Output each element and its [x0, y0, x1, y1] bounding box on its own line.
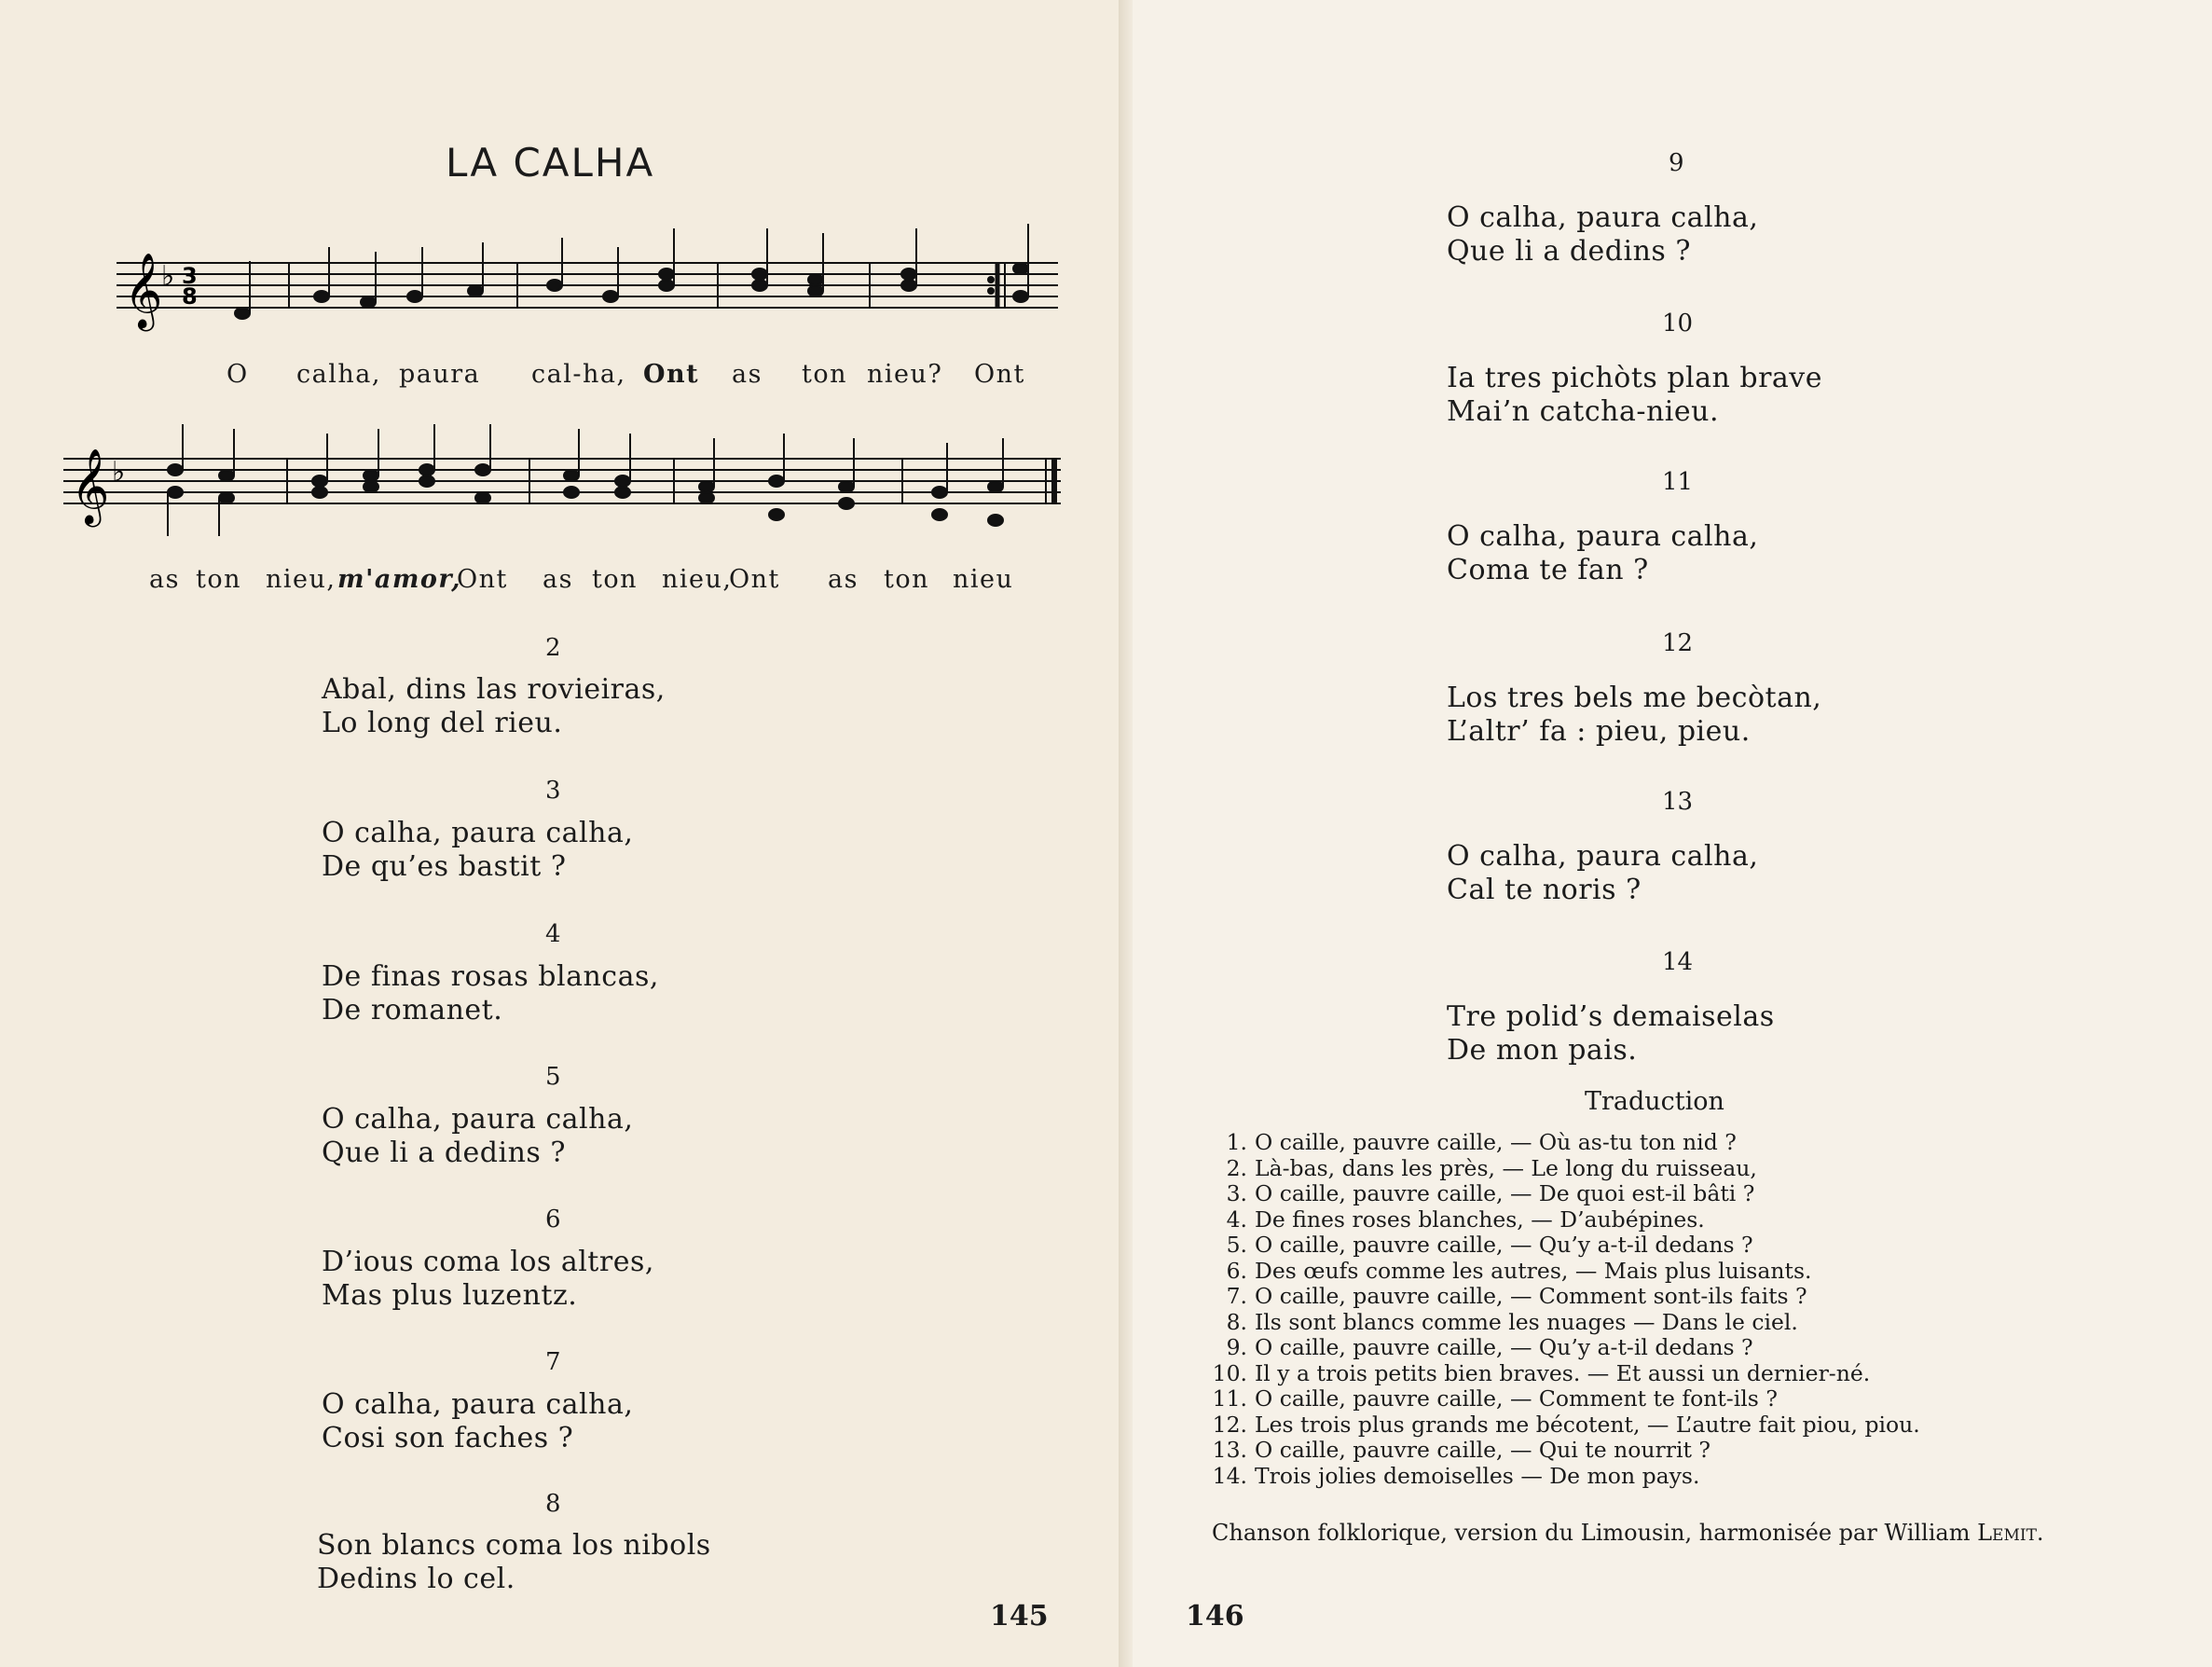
verse-number: 6: [545, 1205, 561, 1233]
translation-list: [1202, 1130, 1920, 1489]
verse-number: 10: [1662, 310, 1694, 338]
verse-number: 9: [1669, 149, 1684, 177]
verse-line: D’ious coma los altres,: [322, 1246, 654, 1278]
credit-end: .: [2036, 1520, 2044, 1546]
translation-number: 8.: [1226, 1308, 1247, 1335]
verse-7: [322, 1388, 633, 1455]
translation-number: 12.: [1212, 1411, 1247, 1438]
verse-line: Que li a dedins ?: [322, 1137, 566, 1169]
translation-number: 3.: [1226, 1180, 1247, 1206]
verse-number: 3: [545, 777, 561, 805]
lyric-syllable: cal-ha,: [531, 360, 626, 389]
translation-text: Des œufs comme les autres, — Mais plus luisants.: [1255, 1257, 1812, 1284]
lyric-syllable: as: [543, 565, 573, 594]
page-number-right: 146: [1186, 1600, 1244, 1633]
verse-number: 13: [1662, 788, 1694, 816]
lyric-syllable: ton: [196, 565, 241, 594]
translation-item: [1202, 1156, 1920, 1182]
verse-line: Que li a dedins ?: [1447, 235, 1691, 268]
verse-line: Mas plus luzentz.: [322, 1279, 578, 1312]
verse-line: O calha, paura calha,: [1447, 201, 1759, 234]
music-staff-1: [117, 224, 1063, 345]
translation-item: [1202, 1386, 1920, 1412]
lyric-syllable: as: [732, 360, 763, 389]
lyric-syllable: ton: [592, 565, 638, 594]
verse-10: [1447, 362, 1822, 429]
verse-6: [322, 1246, 654, 1313]
verse-line: Cal te noris ?: [1447, 874, 1642, 906]
translation-text: Trois jolies demoiselles — De mon pays.: [1255, 1462, 1700, 1489]
translation-number: 11.: [1212, 1385, 1247, 1412]
verse-line: Abal, dins las rovieiras,: [322, 673, 666, 706]
translation-number: 6.: [1226, 1257, 1247, 1284]
lyric-syllable: calha,: [296, 360, 381, 389]
translation-text: Ils sont blancs comme les nuages — Dans le ciel.: [1255, 1308, 1798, 1335]
lyric-syllable: as: [828, 565, 859, 594]
translation-number: 5.: [1226, 1232, 1247, 1258]
book-gutter: [1119, 0, 1133, 1667]
translation-text: O caille, pauvre caille, — Comment te font-ils ?: [1255, 1385, 1778, 1412]
translation-item: [1202, 1233, 1920, 1259]
translation-item: [1202, 1181, 1920, 1207]
verse-line: Lo long del rieu.: [322, 707, 563, 739]
song-title: LA CALHA: [446, 140, 655, 186]
svg-text:8: 8: [182, 283, 198, 310]
lyric-syllable: nieu,: [266, 565, 337, 594]
verse-13: [1447, 840, 1758, 907]
lyric-syllable: nieu?: [867, 360, 943, 389]
verse-line: De romanet.: [322, 994, 503, 1026]
lyric-syllable: m'amor,: [337, 565, 462, 594]
verse-number: 14: [1662, 948, 1694, 976]
svg-text:𝄞: 𝄞: [124, 252, 163, 328]
verse-number: 11: [1662, 468, 1694, 496]
svg-text:♭: ♭: [161, 260, 175, 293]
translation-item: [1202, 1310, 1920, 1336]
translation-text: O caille, pauvre caille, — Qu’y a-t-il dedans ?: [1255, 1334, 1753, 1360]
translation-text: O caille, pauvre caille, — Qui te nourrit ?: [1255, 1437, 1711, 1463]
verse-line: Coma te fan ?: [1447, 554, 1649, 586]
verse-14: [1447, 1000, 1775, 1068]
svg-text:3: 3: [182, 263, 198, 289]
verse-line: O calha, paura calha,: [322, 1103, 634, 1136]
verse-number: 8: [545, 1490, 561, 1518]
svg-text:♭: ♭: [112, 456, 126, 489]
lyric-syllable: nieu: [953, 565, 1014, 594]
verse-number: 12: [1662, 629, 1694, 657]
translation-text: O caille, pauvre caille, — Où as-tu ton nid ?: [1255, 1129, 1737, 1155]
lyrics-line-1: [0, 360, 1119, 393]
translation-item: [1202, 1130, 1920, 1156]
lyric-syllable: Ont: [729, 565, 780, 594]
translation-number: 9.: [1226, 1334, 1247, 1360]
lyric-syllable: ton: [884, 565, 929, 594]
translation-item: [1202, 1335, 1920, 1361]
verse-line: Los tres bels me becòtan,: [1447, 682, 1822, 714]
translation-text: De fines roses blanches, — D’aubépines.: [1255, 1205, 1705, 1233]
translation-item: [1202, 1207, 1920, 1233]
verse-4: [322, 960, 659, 1027]
verse-number: 5: [545, 1063, 561, 1091]
credit-text: Chanson folklorique, version du Limousin, harmonisée par William: [1212, 1520, 1978, 1546]
lyric-syllable: ton: [802, 360, 847, 389]
verse-line: Son blancs coma los nibols: [317, 1529, 711, 1562]
verse-line: Cosi son faches ?: [322, 1422, 574, 1454]
lyric-syllable: O: [227, 360, 249, 389]
verse-5: [322, 1103, 633, 1170]
translation-number: 1.: [1226, 1129, 1247, 1155]
verse-line: L’altr’ fa : pieu, pieu.: [1447, 715, 1751, 748]
lyric-syllable: as: [149, 565, 180, 594]
translation-number: 13.: [1212, 1437, 1247, 1463]
arranger-name: Lemit: [1977, 1520, 2037, 1546]
verse-line: Mai’n catcha-nieu.: [1447, 395, 1720, 428]
verse-line: Tre polid’s demaiselas: [1447, 1000, 1775, 1033]
translation-text: Il y a trois petits bien braves. — Et aussi un dernier-né.: [1255, 1359, 1871, 1386]
translation-text: O caille, pauvre caille, — Qu’y a-t-il dedans ?: [1255, 1232, 1753, 1258]
translation-number: 10.: [1212, 1359, 1247, 1386]
translation-item: [1202, 1284, 1920, 1310]
translation-text: O caille, pauvre caille, — Comment sont-ils faits ?: [1255, 1283, 1807, 1309]
translation-number: 7.: [1226, 1283, 1247, 1309]
verse-9: [1447, 201, 1758, 269]
verse-line: Ia tres pichòts plan brave: [1447, 362, 1822, 394]
verse-3: [322, 817, 633, 884]
credit-note: [1212, 1520, 2163, 1546]
page-number-left: 145: [990, 1600, 1049, 1633]
translation-number: 4.: [1226, 1205, 1247, 1233]
verse-line: O calha, paura calha,: [1447, 840, 1759, 873]
verse-number: 2: [545, 634, 561, 662]
verse-8: [317, 1529, 711, 1596]
verse-number: 7: [545, 1348, 561, 1376]
verse-number: 4: [545, 920, 561, 948]
translation-item: [1202, 1438, 1920, 1464]
translation-text: Les trois plus grands me bécotent, — L’autre fait piou, piou.: [1255, 1411, 1920, 1438]
translation-item: [1202, 1259, 1920, 1285]
lyric-syllable: Ont: [974, 360, 1025, 389]
translation-text: Là-bas, dans les près, — Le long du ruisseau,: [1255, 1154, 1757, 1181]
translation-number: 2.: [1226, 1154, 1247, 1181]
lyrics-line-2: [0, 565, 1119, 599]
translation-item: [1202, 1361, 1920, 1387]
verse-line: De mon pais.: [1447, 1034, 1638, 1067]
svg-text:𝄞: 𝄞: [71, 448, 110, 524]
verse-line: De finas rosas blancas,: [322, 960, 659, 993]
verse-line: O calha, paura calha,: [322, 817, 634, 849]
music-staff-2: [63, 420, 1065, 550]
translation-text: O caille, pauvre caille, — De quoi est-il bâti ?: [1255, 1180, 1755, 1206]
lyric-syllable: Ont: [643, 360, 700, 389]
verse-11: [1447, 520, 1758, 587]
verse-line: O calha, paura calha,: [322, 1388, 634, 1421]
verse-2: [322, 673, 666, 740]
translation-number: 14.: [1212, 1462, 1247, 1489]
translation-item: [1202, 1464, 1920, 1490]
translation-item: [1202, 1412, 1920, 1439]
lyric-syllable: Ont: [457, 565, 508, 594]
lyric-syllable: paura: [399, 360, 481, 389]
verse-12: [1447, 682, 1821, 749]
verse-line: Dedins lo cel.: [317, 1563, 515, 1595]
lyric-syllable: nieu,: [662, 565, 733, 594]
translation-title: Traduction: [1585, 1087, 1724, 1116]
verse-line: De qu’es bastit ?: [322, 850, 567, 883]
verse-line: O calha, paura calha,: [1447, 520, 1759, 553]
